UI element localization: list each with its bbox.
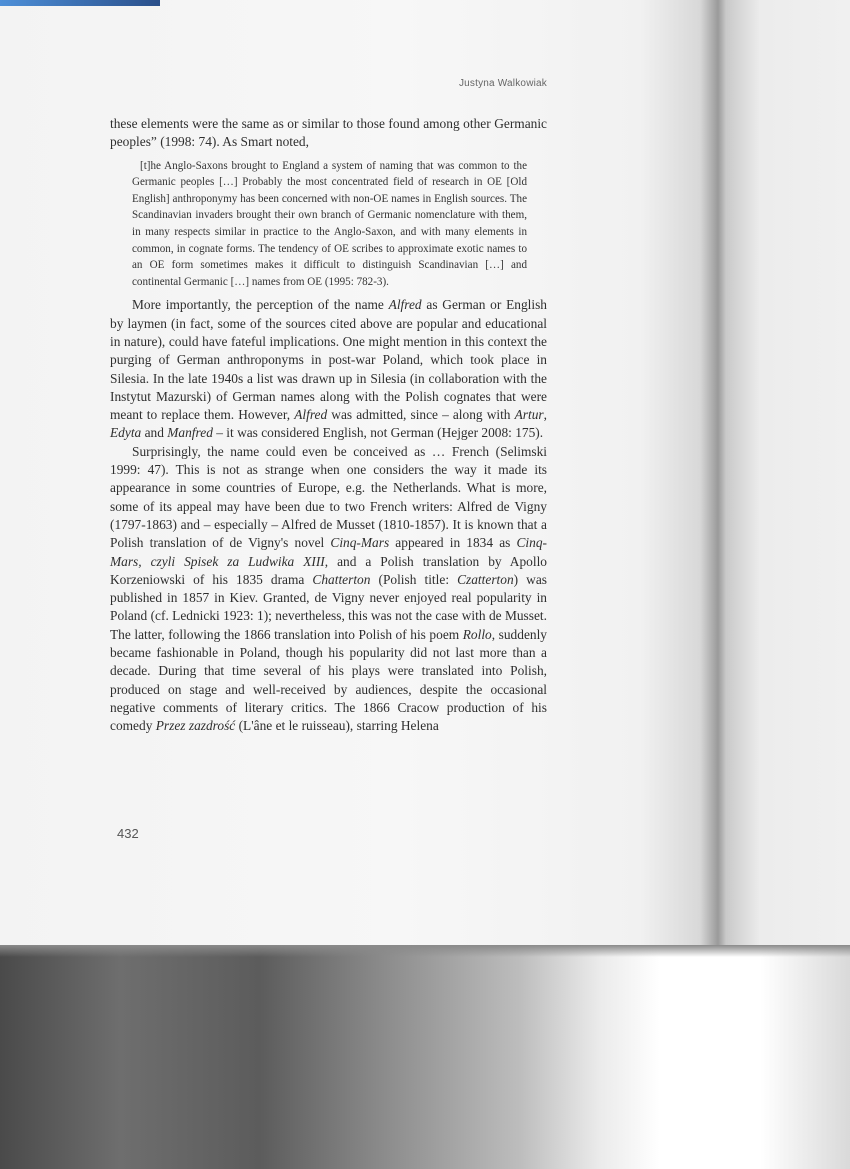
running-header: Justyna Walkowiak: [458, 78, 547, 89]
italic-title: Chatterton: [312, 571, 371, 587]
text-run: ,: [543, 407, 547, 423]
italic-name: Alfred: [388, 297, 422, 313]
italic-name: Artur: [514, 407, 544, 423]
text-run: Surprisingly, the name could even be conceived as … French (Selimski 1999: 47). This is not as strange when one considers the way it made its appearance in some countries of Europe, e.g. the Netherlands. What is more, some of its appeal may have been due to two French writers: Alfred de Vigny (1797-1863) and – especially – Alfred de Musset (1810-1857). It is known that a Polish translation of de Vigny's novel: [110, 443, 547, 551]
italic-title: Cinq-Mars: [330, 535, 390, 551]
body-text: [110, 115, 547, 735]
italic-name: Alfred: [294, 407, 328, 423]
paragraph-1: these elements were the same as or similar to those found among other Germanic peoples” (1998: 74). As Smart noted,: [110, 116, 547, 150]
text-run: – it was considered English, not German (Hejger 2008: 175).: [212, 425, 544, 441]
italic-title: Cinq-Mars, czyli Spisek za Ludwika XIII: [110, 535, 547, 569]
text-run: More importantly, the perception of the name: [132, 297, 389, 313]
block-quote: [t]he Anglo-Saxons brought to England a system of naming that was common to the Germanic peoples […] Probably the most concentrated field of research in OE [Old English] anthroponymy has been concerned with non-OE names in English sources. The Scandinavian invaders brought their own branch of Germanic nomenclature with them, in many respects similar in practice to the Anglo-Saxon, and with many elements in common, in cognate forms. The tendency of OE scribes to approximate exotic names to an OE form sometimes makes it difficult to distinguish Scandinavian […] and continental Germanic […] names from OE (1995: 782-3).: [132, 159, 527, 288]
scan-edge-strip: [0, 0, 160, 6]
text-run: (Polish title:: [370, 571, 458, 587]
page-number: 432: [117, 826, 139, 841]
text-run: and: [141, 425, 168, 441]
text-run: was admitted, since – along with: [327, 407, 515, 423]
text-run: as German or English by laymen (in fact, some of the sources cited above are popular and educational in nature), could have fateful implications. One might mention in this context the purging of German anthroponyms in post-war Poland, which took place in Silesia. In the late 1940s a list was drawn up in Silesia (in collaboration with the Instytut Mazurski) of German names along with the Polish cognates that were meant to replace them. However,: [110, 297, 547, 423]
italic-title: Przez zazdrość: [155, 718, 236, 734]
text-run: ) was published in 1857 in Kiev. Granted, de Vigny never enjoyed real popularity in Poland (cf. Lednicki 1923: 1); nevertheless, this was not the case with de Musset. The latter, following the 1866 translation into Polish of his poem: [110, 571, 547, 642]
italic-title: Czatterton: [457, 571, 514, 587]
italic-title: Rollo: [462, 626, 492, 642]
italic-name: Edyta: [110, 425, 142, 441]
text-run: appeared in 1834 as: [389, 535, 517, 551]
text-run: (L'âne et le ruisseau), starring Helena: [235, 718, 439, 734]
italic-name: Manfred: [167, 425, 213, 441]
scanner-shadow: [0, 945, 850, 1169]
text-run: , suddenly became fashionable in Poland, though his popularity did not last more than a decade. During that time several of his plays were translated into Polish, produced on stage and well-received by audiences, despite the occasional negative comments of literary critics. The 1866 Cracow production of his comedy: [110, 626, 547, 734]
paragraph-2: [110, 296, 547, 442]
paragraph-3: [110, 443, 547, 736]
text-run: , and a Polish translation by Apollo Korzeniowski of his 1835 drama: [110, 553, 548, 587]
